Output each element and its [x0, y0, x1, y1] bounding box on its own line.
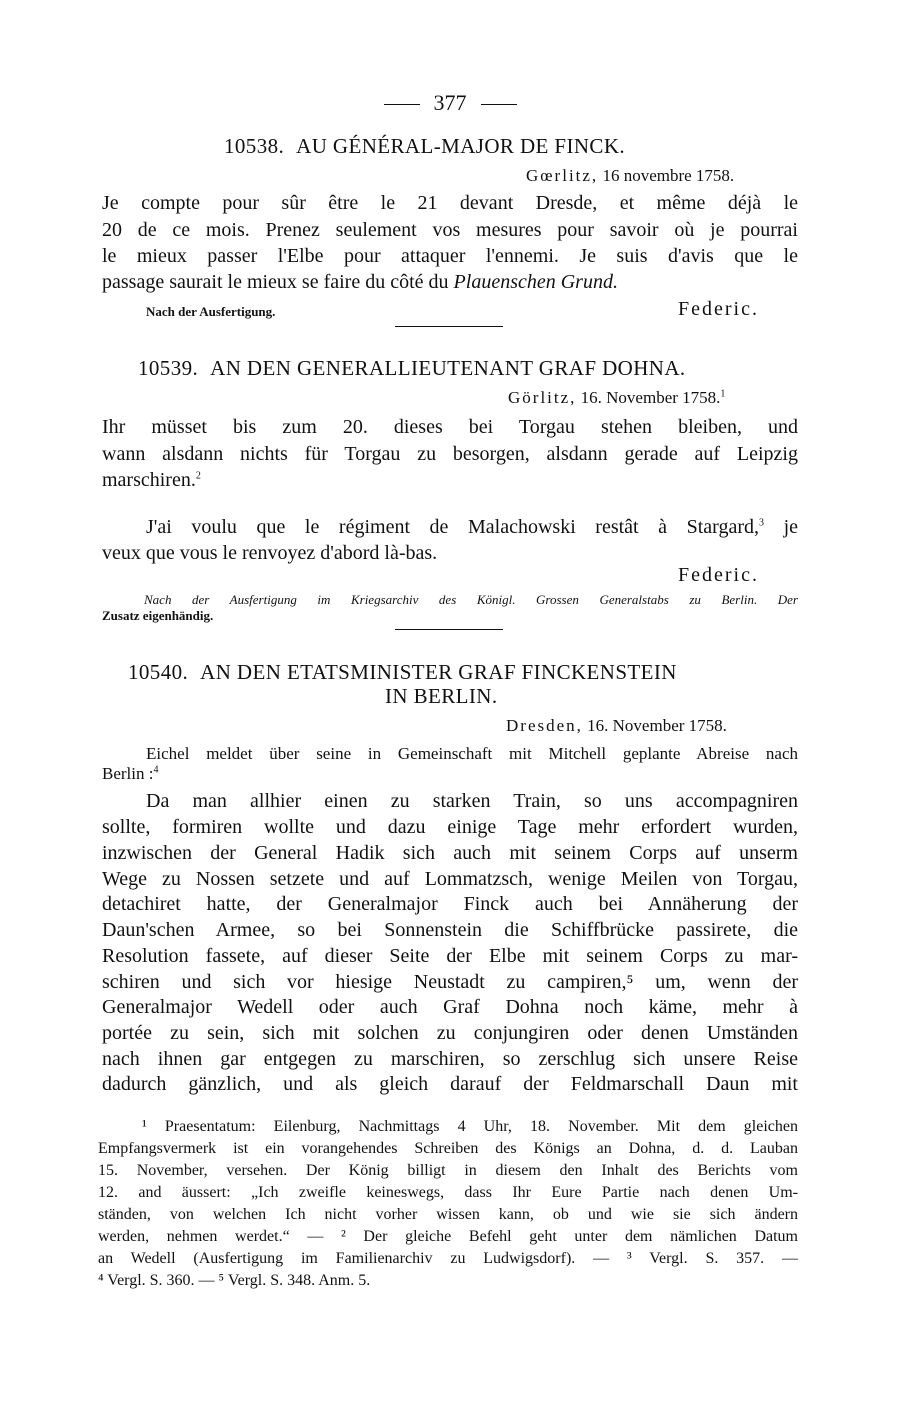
body-line: Da man allhier einen zu starken Train, so uns accompagniren: [146, 790, 798, 812]
source-note: [102, 592, 798, 624]
source-note: Nach der Ausfertigung.: [146, 304, 276, 319]
letter-intro: [102, 744, 798, 784]
body-line-tail: je: [783, 516, 799, 538]
body-line: Ihr müsset bis zum 20. dieses bei Torgau stehen bleiben, und: [102, 416, 798, 438]
letter-date: 16. November 1758.: [580, 388, 721, 407]
body-line: detachiret hatte, der Generalmajor Finck auch bei Annäherung der: [102, 893, 798, 915]
page-number-dash-left: [384, 104, 420, 105]
body-line: Daun'schen Armee, so bei Sonnenstein die Schiffbrücke passirete, die: [102, 919, 798, 941]
page-number-dash-right: [481, 104, 517, 105]
footnote-line: ständen, von welchen Ich nicht vorher wissen kann, ob und wie sie sich ändern: [98, 1206, 798, 1223]
body-line: Generalmajor Wedell oder auch Graf Dohna noch käme, mehr à: [102, 996, 798, 1018]
body-line: sollte, formiren wollte und dazu einige Tage mehr erfordert wurden,: [102, 816, 798, 838]
letter-number: 10540.: [128, 660, 189, 684]
letter-dateline: [506, 716, 727, 736]
body-line-text: marschiren.: [102, 469, 196, 491]
letter-place: Görlitz,: [508, 388, 577, 407]
intro-line-text: Berlin :: [102, 764, 154, 783]
body-line: dadurch gänzlich, und als gleich darauf der Feldmarschall Daun mit: [102, 1073, 798, 1095]
letter-title: AN DEN ETATSMINISTER GRAF FINCKENSTEIN: [200, 660, 677, 684]
footnote-ref: 4: [153, 764, 159, 776]
letter-title: AN DEN GENERALLIEUTENANT GRAF DOHNA.: [210, 356, 686, 380]
letter-heading: [224, 134, 625, 159]
letter-number: 10538.: [224, 134, 285, 158]
letter-dateline: [508, 388, 725, 408]
place-name-italic: Plauenschen Grund.: [453, 271, 618, 293]
letter-date: 16 novembre 1758.: [602, 166, 735, 185]
body-line: inzwischen der General Hadik sich auch mit seinem Corps auf unserm: [102, 842, 798, 864]
letter-place: Gœrlitz,: [526, 166, 599, 185]
body-line: schiren und sich vor hiesige Neustadt zu campiren,⁵ um, wenn der: [102, 971, 798, 993]
intro-line: [102, 764, 798, 784]
source-line: Zusatz eigenhändig.: [102, 608, 214, 623]
body-line: nach ihnen gar entgegen zu marschiren, so zerschlug sich unsere Reise: [102, 1048, 798, 1070]
body-line: [102, 516, 798, 539]
footnote-line: 12. and äussert: „Ich zweifle keineswegs, dass Ihr Eure Partie nach denen Um-: [98, 1184, 798, 1201]
body-line: portée zu sein, sich mit solchen zu conjungiren oder denen Umständen: [102, 1022, 798, 1044]
body-line: [102, 469, 798, 492]
body-line: Je compte pour sûr être le 21 devant Dresde, et même déjà le: [102, 192, 798, 214]
footnote-ref: 1: [720, 388, 726, 400]
source-line: Nach der Ausfertigung im Kriegsarchiv des Königl. Grossen Generalstabs zu Berlin. Der: [144, 592, 798, 607]
letter-dateline: [526, 166, 734, 186]
body-line: wann alsdann nichts für Torgau zu besorgen, alsdann gerade auf Leipzig: [102, 443, 798, 465]
letter-place: Dresden,: [506, 716, 583, 735]
footnote-line: 15. November, versehen. Der König billigt in diesem den Inhalt des Berichts vom: [98, 1162, 798, 1179]
letter-title-line2: IN BERLIN.: [385, 684, 498, 708]
footnote-line: an Wedell (Ausfertigung im Familienarchiv zu Ludwigsdorf). — ³ Vergl. S. 357. —: [98, 1250, 798, 1267]
letter-title: AU GÉNÉRAL-MAJOR DE FINCK.: [296, 134, 626, 158]
separator-rule: [395, 326, 503, 327]
footnote-line: werden, nehmen werdet.“ — ² Der gleiche Befehl geht unter dem nämlichen Datum: [98, 1228, 798, 1245]
separator-rule: [395, 629, 503, 630]
body-line-text: J'ai voulu que le régiment de Malachowski restât à Stargard,: [146, 516, 760, 538]
intro-line: Eichel meldet über seine in Gemeinschaft mit Mitchell geplante Abreise nach: [146, 744, 798, 763]
body-line: Wege zu Nossen setzete und auf Lommatzsch, wenige Meilen von Torgau,: [102, 868, 798, 890]
footnote-ref: 3: [759, 517, 765, 529]
letter-date: 16. November 1758.: [587, 716, 727, 735]
signature: Federic.: [678, 564, 759, 586]
body-line: veux que vous le renvoyez d'abord là-bas.: [102, 542, 438, 564]
signature: Federic.: [678, 298, 759, 320]
page-number: [0, 90, 900, 116]
letter-number: 10539.: [138, 356, 199, 380]
footnote-line: ⁴ Vergl. S. 360. — ⁵ Vergl. S. 348. Anm. 5.: [98, 1272, 371, 1289]
page-number-text: 377: [433, 90, 467, 115]
footnote-ref: 2: [195, 470, 201, 482]
footnote-line: Empfangsvermerk ist ein vorangehendes Schreiben des Königs an Dohna, d. d. Lauban: [98, 1140, 798, 1157]
footnote-line: ¹ Praesentatum: Eilenburg, Nachmittags 4 Uhr, 18. November. Mit dem gleichen: [142, 1118, 798, 1135]
body-line: Resolution fassete, auf dieser Seite der Elbe mit seinem Corps zu mar-: [102, 945, 798, 967]
body-line: le mieux passer l'Elbe pour attaquer l'ennemi. Je suis d'avis que le: [102, 245, 798, 267]
body-line: 20 de ce mois. Prenez seulement vos mesures pour savoir où je pourrai: [102, 219, 798, 241]
body-line: [102, 271, 798, 294]
letter-heading: [128, 660, 677, 685]
letter-heading: [138, 356, 686, 381]
body-line-text: passage saurait le mieux se faire du côté du: [102, 271, 449, 293]
